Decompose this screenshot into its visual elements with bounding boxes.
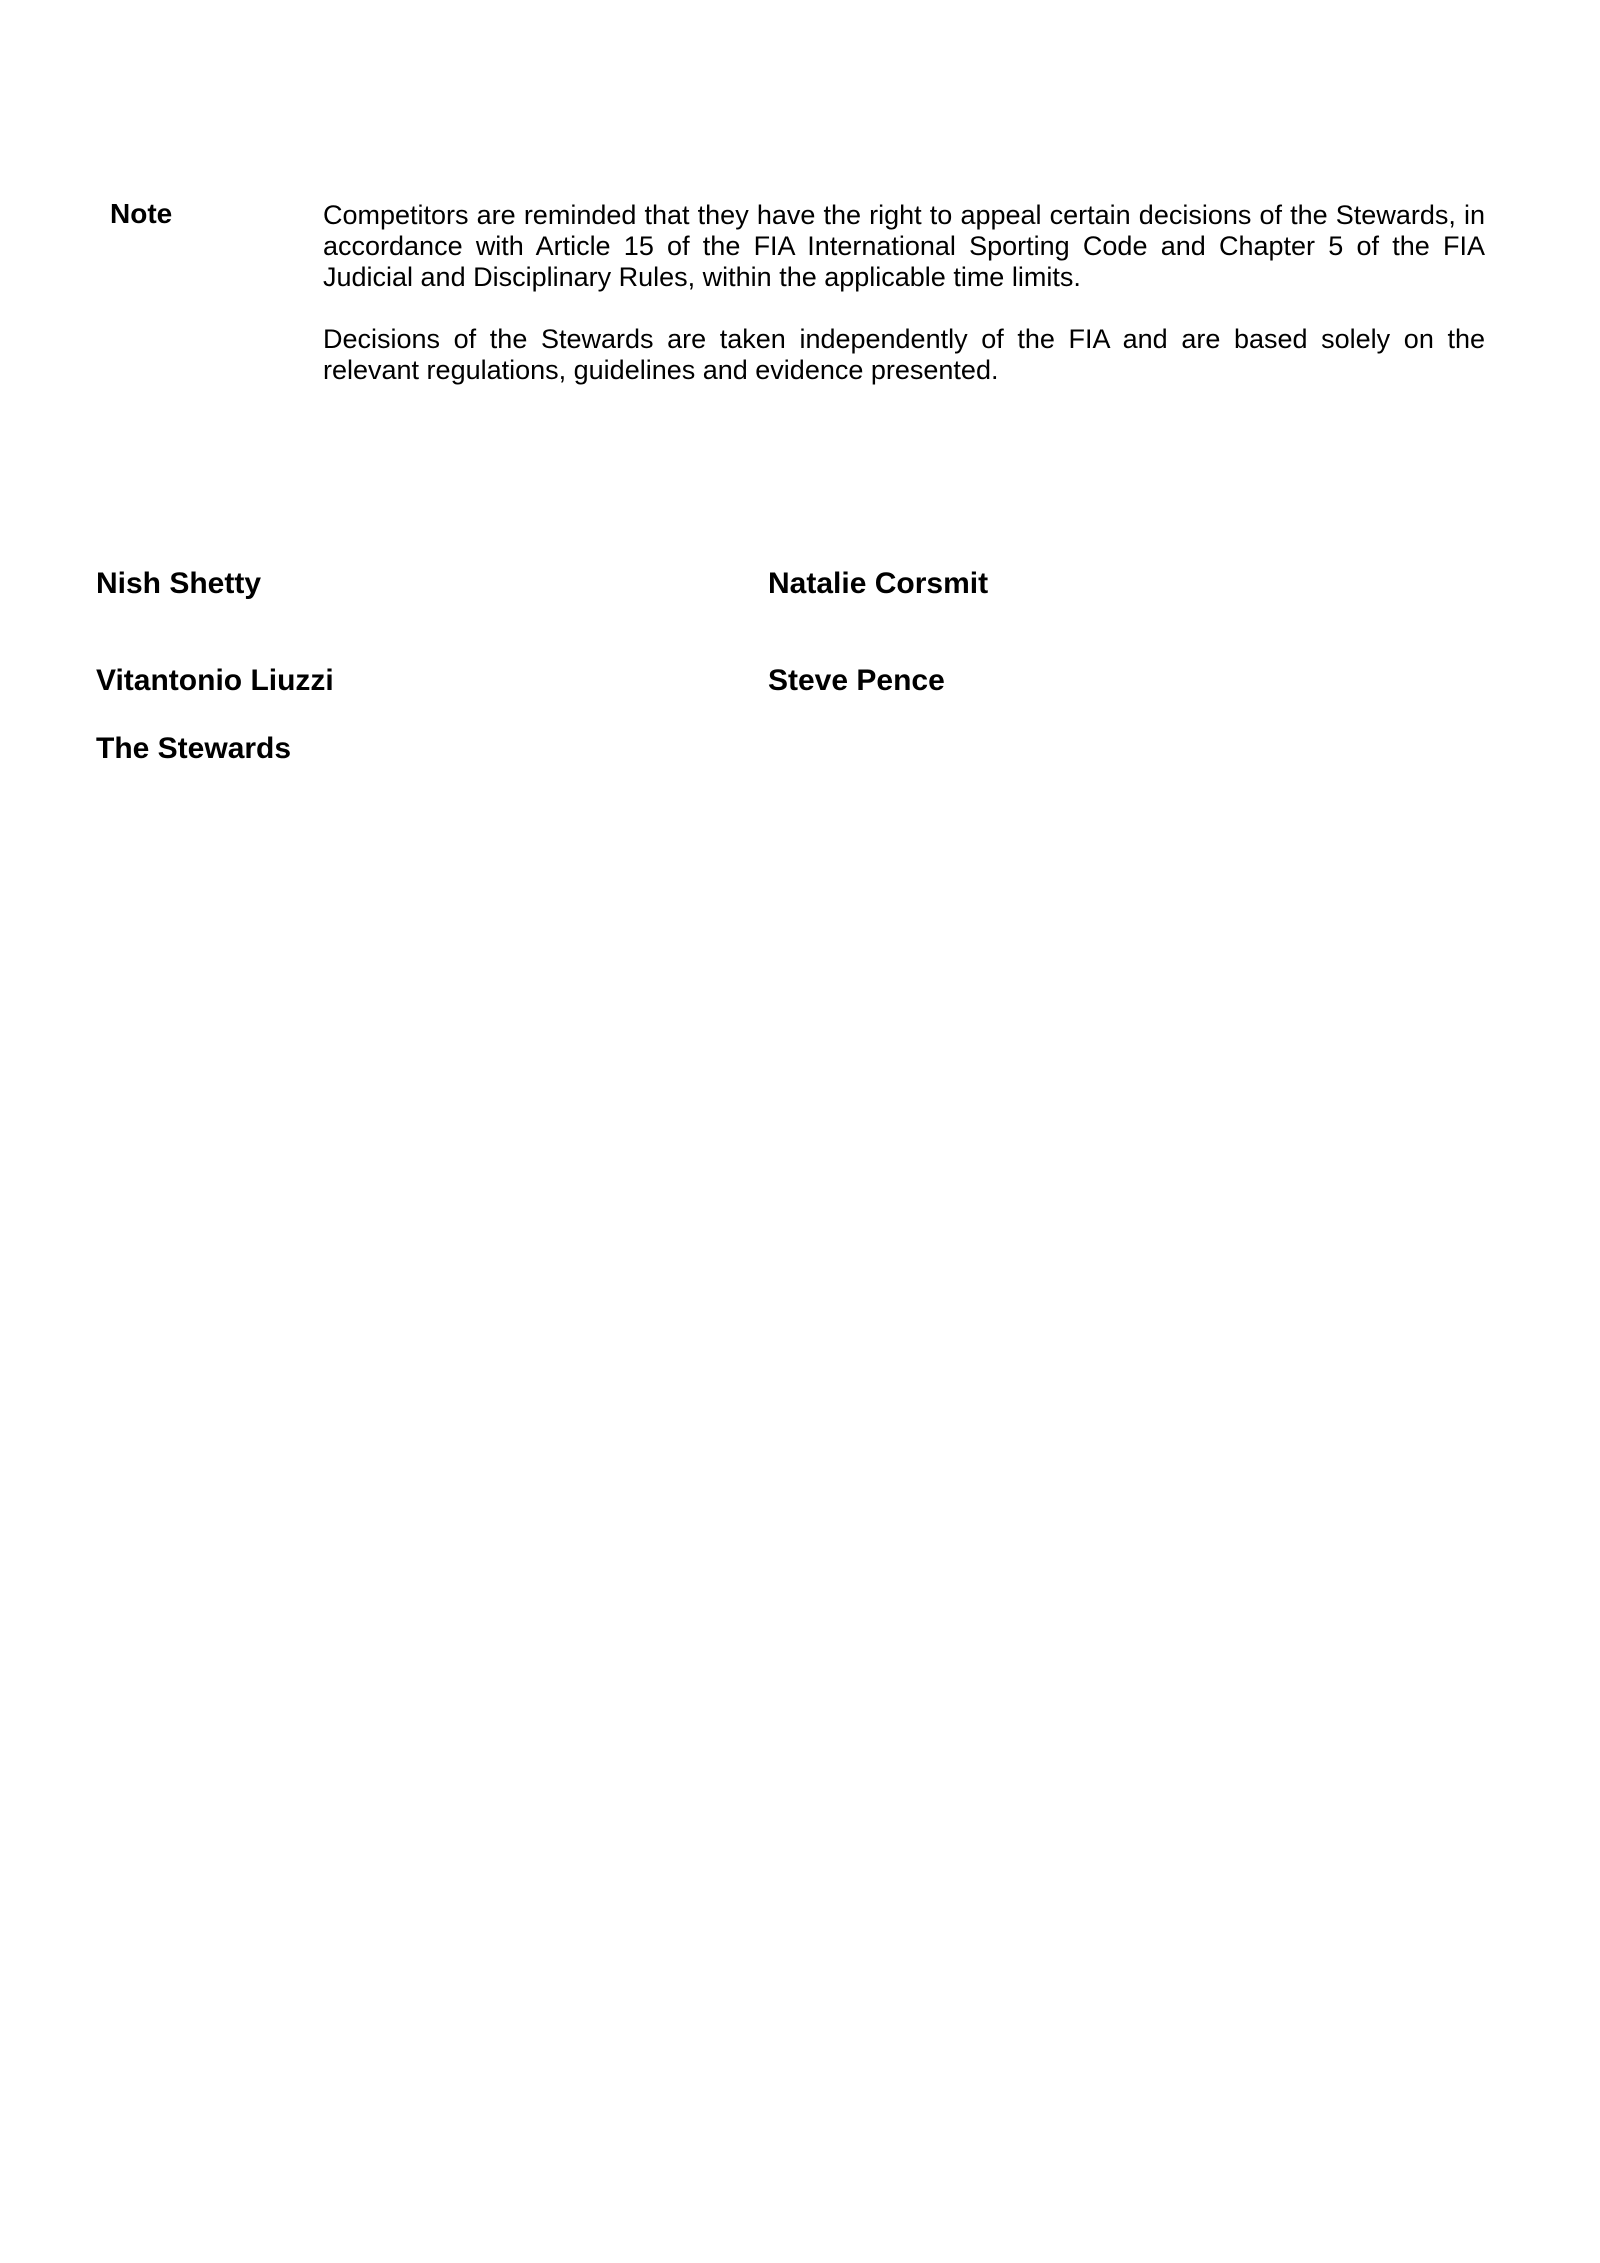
note-paragraph-appeal-rights: Competitors are reminded that they have the right to appeal certain decisions of the Stewards, in accordance with Article 15 of the FIA International Sporting Code and Chapter 5 of the FIA Judicial and Disciplinary Rules, within the applicable time limits. bbox=[323, 200, 1485, 292]
note-paragraph-independence: Decisions of the Stewards are taken independently of the FIA and are based solely on the relevant regulations, guidelines and evidence presented. bbox=[323, 324, 1485, 385]
signatory-name: Vitantonio Liuzzi bbox=[96, 664, 334, 697]
note-body bbox=[323, 200, 1485, 417]
signatory-name: Natalie Corsmit bbox=[768, 567, 989, 600]
signatory-name: Steve Pence bbox=[768, 664, 945, 697]
note-label: Note bbox=[110, 198, 173, 229]
stewards-title: The Stewards bbox=[96, 732, 292, 765]
signatory-name: Nish Shetty bbox=[96, 567, 262, 600]
